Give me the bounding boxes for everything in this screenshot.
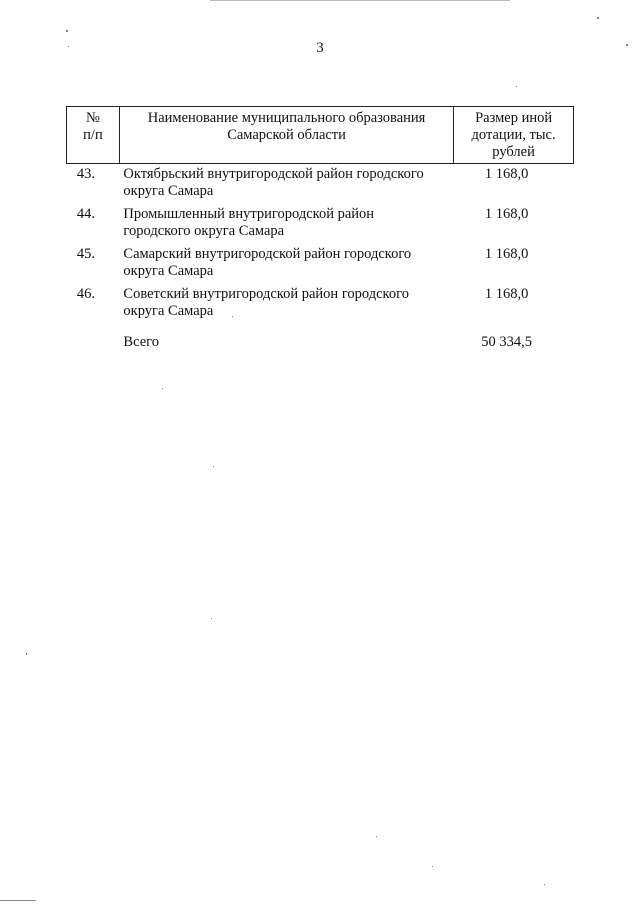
row-number: 43. <box>76 166 96 182</box>
table-row <box>67 204 574 244</box>
total-number-cell <box>67 324 120 355</box>
subsidy-table <box>66 106 574 355</box>
scan-speck <box>213 466 214 467</box>
header-value: Размер иной дотации, тыс. рублей <box>454 107 574 164</box>
scan-speck <box>211 618 212 619</box>
row-value: 1 168,0 <box>484 206 529 222</box>
header-name: Наименование муниципального образования Самарской области <box>119 107 453 164</box>
row-number: 45. <box>76 246 96 262</box>
scan-speck <box>66 30 68 32</box>
row-name: Промышленный внутригородской район городского округа Самара <box>123 206 375 239</box>
header-number: № п/п <box>67 107 120 164</box>
scan-speck <box>376 836 377 837</box>
table-row <box>67 164 574 205</box>
page-number: 3 <box>316 40 324 56</box>
table-total-row <box>67 324 574 355</box>
scan-speck <box>162 388 163 389</box>
total-value: 50 334,5 <box>481 334 532 350</box>
row-name: Октябрьский внутригородской район городского округа Самара <box>123 166 424 199</box>
scan-speck <box>544 884 545 885</box>
table-row <box>67 244 574 284</box>
scan-edge-line <box>210 0 510 1</box>
scan-speck <box>626 44 628 46</box>
table-row <box>67 284 574 324</box>
scan-edge-line <box>0 900 36 901</box>
total-label: Всего <box>123 334 159 350</box>
row-number: 44. <box>76 206 96 222</box>
scan-speck <box>432 866 433 867</box>
row-name: Советский внутригородской район городского округа Самара <box>123 286 409 319</box>
row-value: 1 168,0 <box>484 286 529 302</box>
table-header-row <box>67 107 574 164</box>
scan-speck <box>232 316 233 317</box>
scan-speck <box>597 17 599 19</box>
row-value: 1 168,0 <box>484 166 529 182</box>
row-number: 46. <box>76 286 96 302</box>
row-name: Самарский внутригородской район городского округа Самара <box>123 246 412 279</box>
scan-speck <box>26 653 27 655</box>
scan-speck <box>68 46 69 47</box>
row-value: 1 168,0 <box>484 246 529 262</box>
scan-speck <box>516 86 517 87</box>
